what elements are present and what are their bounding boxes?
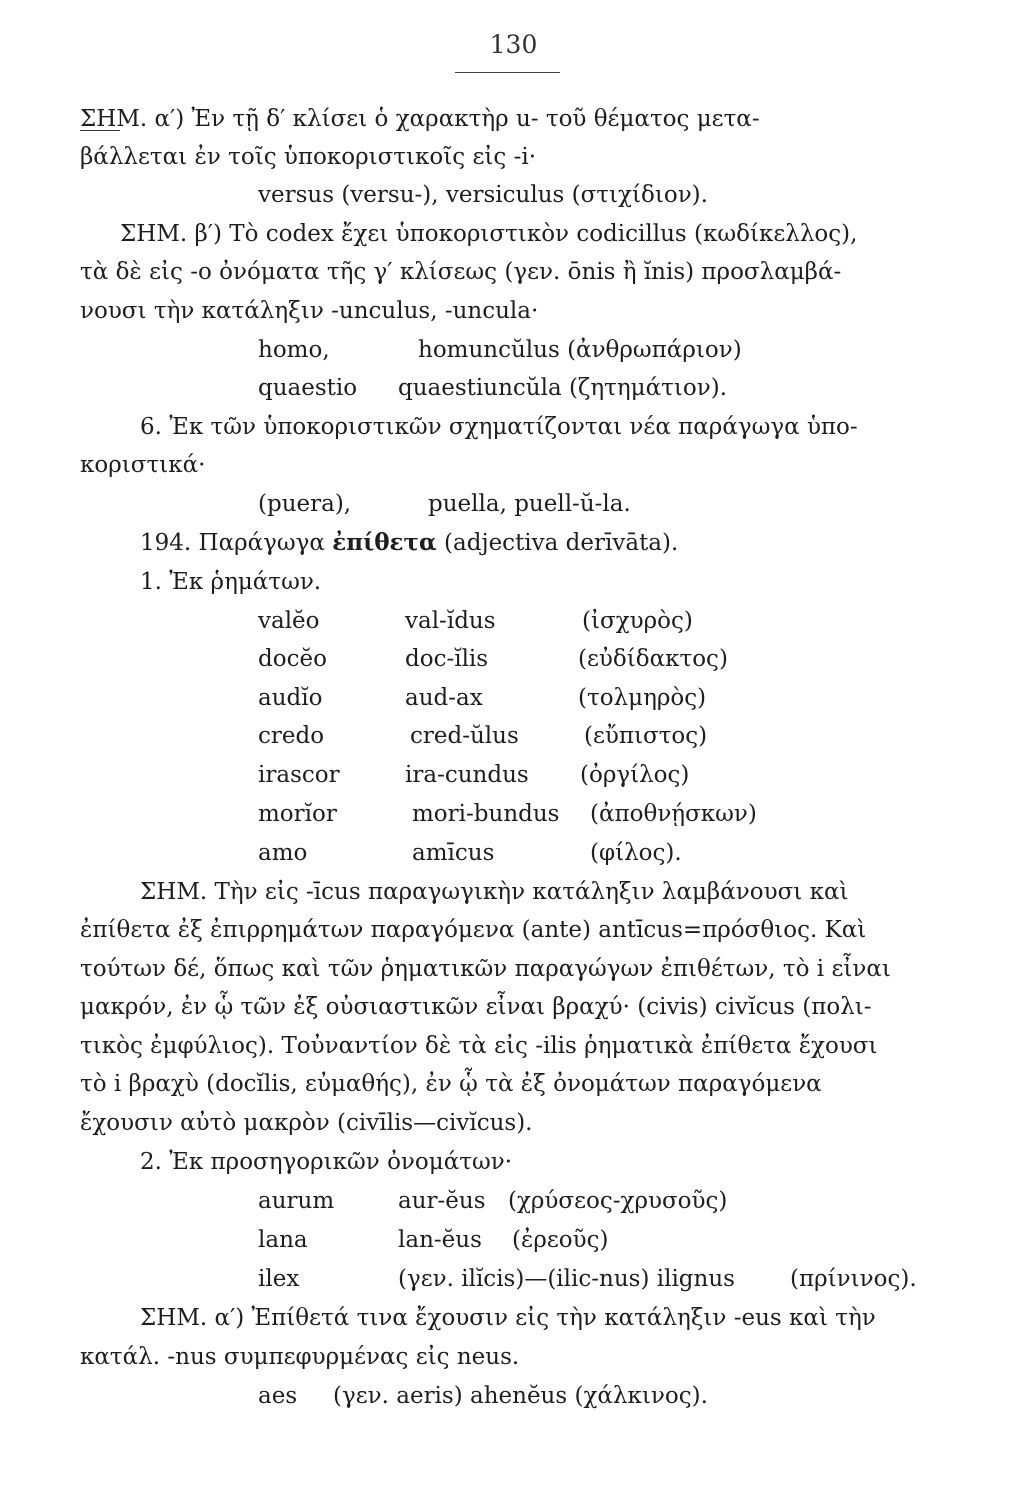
section-194-suffix: (adjectiva derīvāta). [436,530,679,556]
verb: irascor [258,762,340,788]
example-versus: versus (versu-), versiculus (στιχίδιον). [258,182,708,208]
verb-adjective: aud-ax [405,685,483,711]
example-homo [0,335,1027,365]
noun: lana [258,1227,308,1253]
verb: valĕo [258,608,320,634]
note-icus-line-4: μακρόν, ἐν ᾧ τῶν ἐξ οὐσιαστικῶν εἶναι βραχύ· (civis) civĭcus (πολι- [80,994,872,1020]
verb-row [0,644,1027,674]
verb-gloss: (ὀργίλος) [580,762,690,788]
note-icus-line-2: ἐπίθετα ἐξ ἐπιρρημάτων παραγόμενα (ante) antīcus=πρόσθιος. Καὶ [80,917,867,943]
section-194-heading [140,528,678,558]
subsection-2-heading: 2. Ἐκ προσηγορικῶν ὀνομάτων· [140,1149,513,1175]
example-aes [0,1381,1027,1411]
page-number: 130 [489,30,538,59]
subsection-1-heading: 1. Ἐκ ῥημάτων. [140,569,322,595]
note-alpha-line-1: ΣΗΜ. α′) Ἐν τῇ δ′ κλίσει ὁ χαρακτὴρ u- τοῦ θέματος μετα- [80,106,760,132]
noun: ilex [258,1266,300,1292]
noun-row [0,1264,1027,1294]
header-rule [455,72,560,73]
note-beta-line-3: νουσι τὴν κατάληξιν -unculus, -uncula· [80,298,539,324]
example-quaestio-diminutive: quaestiuncŭla (ζητημάτιον). [398,375,728,401]
note-beta-line-2: τὰ δὲ εἰς -o ὀνόματα τῆς γ′ κλίσεως (γεν. ōnis ἢ ĭnis) προσλαμβά- [80,259,842,285]
example-aes-base: aes [258,1383,298,1409]
verb-row [0,799,1027,829]
verb-row [0,721,1027,751]
note-eus-line-2: κατάλ. -nus συμπεφυρμένας εἰς neus. [80,1344,520,1370]
verb-adjective: val-ĭdus [405,608,496,634]
verb-gloss: (φίλος). [590,840,682,866]
verb-gloss: (τολμηρὸς) [578,685,707,711]
section-6-line-2: κοριστικά· [80,452,206,478]
noun-row [0,1225,1027,1255]
verb: morĭor [258,801,337,827]
noun-gloss: (χρύσεος-χρυσοῦς) [508,1188,728,1214]
note-icus-line-6: τὸ i βραχὺ (docĭlis, εὐμαθής), ἐν ᾧ τὰ ἐξ ὀνομάτων παραγόμενα [80,1071,822,1097]
note-eus-line-1: ΣΗΜ. α′) Ἐπίθετά τινα ἔχουσιν εἰς τὴν κατάληξιν -eus καὶ τὴν [140,1305,876,1331]
noun-adjective: (γεν. ilĭcis)—(ilic-nus) ilignus [398,1266,735,1292]
verb-row [0,760,1027,790]
section-194-bold: ἐπίθετα [332,529,437,556]
verb-adjective: amīcus [412,840,495,866]
noun-gloss: (πρίνινος). [790,1266,917,1292]
noun-gloss: (ἐρεοῦς) [512,1227,609,1253]
verb-adjective: doc-ĭlis [405,646,489,672]
verb-adjective: ira-cundus [405,762,529,788]
note-alpha-line-2: βάλλεται ἐν τοῖς ὑποκοριστικοῖς εἰς -i· [80,144,537,170]
note-icus-line-3: τούτων δέ, ὅπως καὶ τῶν ῥηματικῶν παραγώγων ἐπιθέτων, τὸ i εἶναι [80,956,891,982]
example-quaestio-base: quaestio [258,375,358,401]
verb-adjective: mori-bundus [412,801,560,827]
verb-row [0,838,1027,868]
verb-adjective: cred-ŭlus [410,723,519,749]
verb-gloss: (ἀποθνῄσκων) [590,801,757,827]
note-icus-line-5: τικὸς ἐμφύλιος). Τοὐναντίον δὲ τὰ εἰς -ilis ῥηματικὰ ἐπίθετα ἔχουσι [80,1033,878,1059]
verb: amo [258,840,308,866]
noun: aurum [258,1188,335,1214]
verb-gloss: (εὔπιστος) [584,723,708,749]
note-beta-line-1: ΣΗΜ. β′) Τὸ codex ἔχει ὑποκοριστικὸν codicillus (κωδίκελλος), [120,221,858,247]
noun-row [0,1186,1027,1216]
section-194-prefix: 194. Παράγωγα [140,530,333,556]
verb-row [0,683,1027,713]
verb-gloss: (ἰσχυρὸς) [582,608,693,634]
verb: credo [258,723,325,749]
example-homo-base: homo, [258,337,330,363]
noun-adjective: aur-ĕus [398,1188,486,1214]
note-icus-line-1: ΣΗΜ. Τὴν εἰς -īcus παραγωγικὴν κατάληξιν λαμβάνουσι καὶ [140,879,849,905]
example-puera [0,489,1027,519]
verb-row [0,606,1027,636]
noun-adjective: lan-ĕus [398,1227,482,1253]
section-6-line-1: 6. Ἐκ τῶν ὑποκοριστικῶν σχηματίζονται νέα παράγωγα ὑπο- [140,414,858,440]
verb: audĭo [258,685,323,711]
example-puera-base: (puera), [258,491,352,517]
example-quaestio [0,373,1027,403]
note-icus-line-7: ἔχουσιν αὐτὸ μακρὸν (civīlis—civĭcus). [80,1110,533,1136]
example-homo-diminutive: homuncŭlus (ἀνθρωπάριον) [418,337,742,363]
verb-gloss: (εὐδίδακτος) [578,646,728,672]
example-aes-derived: (γεν. aeris) ahenĕus (χάλκινος). [333,1383,708,1409]
example-puella: puella, puell-ŭ-la. [428,491,631,517]
verb: docĕo [258,646,327,672]
